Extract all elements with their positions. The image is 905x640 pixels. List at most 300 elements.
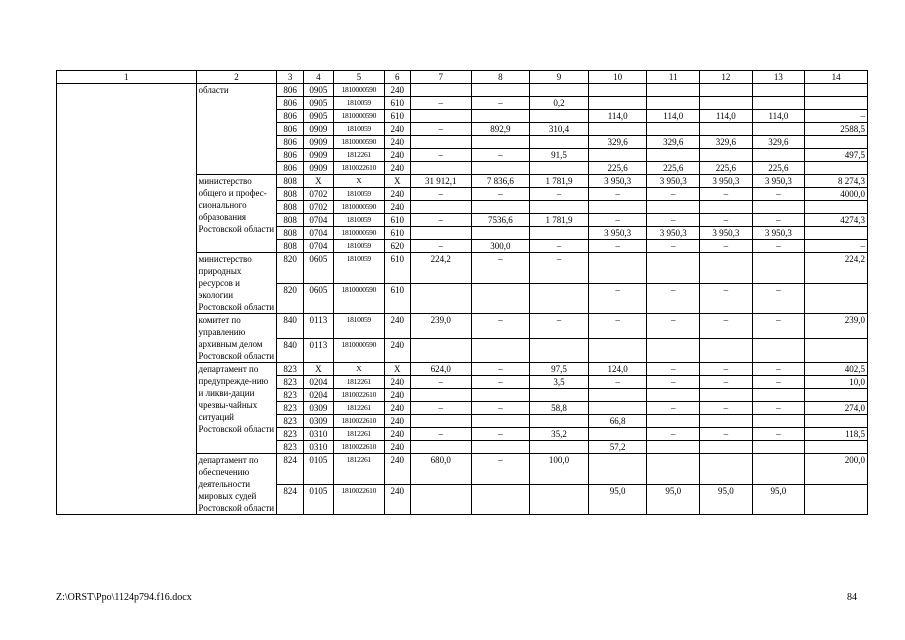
table-cell: –	[647, 363, 700, 376]
table-cell	[752, 441, 805, 454]
table-cell: –	[752, 314, 805, 339]
table-cell	[471, 415, 530, 428]
table-cell: 66,8	[588, 415, 647, 428]
table-cell: –	[752, 428, 805, 441]
header-row	[57, 71, 868, 84]
table-cell: –	[471, 149, 530, 162]
table-cell	[530, 136, 589, 149]
table-cell	[530, 201, 589, 214]
table-cell: 4000,0	[805, 188, 868, 201]
table-cell: 4274,3	[805, 214, 868, 227]
table-cell: 0105	[303, 484, 333, 515]
table-cell: 1810000590	[334, 84, 385, 97]
table-cell: 1812261	[334, 454, 385, 485]
table-cell	[588, 253, 647, 284]
table-cell: 240	[384, 338, 410, 363]
table-cell	[410, 338, 471, 363]
table-cell: –	[647, 283, 700, 314]
table-cell: 224,2	[410, 253, 471, 284]
table-cell	[471, 84, 530, 97]
table-cell	[530, 84, 589, 97]
table-cell: 610	[384, 110, 410, 123]
table-cell: 240	[384, 123, 410, 136]
table-cell: 35,2	[530, 428, 589, 441]
table-cell	[588, 149, 647, 162]
table-cell: –	[410, 149, 471, 162]
table-cell: 0113	[303, 314, 333, 339]
table-cell: 0,2	[530, 97, 589, 110]
table-cell: 0605	[303, 283, 333, 314]
table-cell: –	[530, 188, 589, 201]
table-cell: 95,0	[647, 484, 700, 515]
table-cell: 91,5	[530, 149, 589, 162]
table-cell: –	[805, 240, 868, 253]
table-cell: 0704	[303, 227, 333, 240]
table-cell: 840	[277, 338, 303, 363]
table-cell: 225,6	[700, 162, 753, 175]
table-cell: –	[530, 253, 589, 284]
table-cell: –	[647, 240, 700, 253]
table-cell	[410, 441, 471, 454]
table-cell: 240	[384, 428, 410, 441]
table-cell	[805, 136, 868, 149]
table-cell: 0309	[303, 415, 333, 428]
table-cell: X	[334, 175, 385, 188]
table-cell: 3,5	[530, 376, 589, 389]
table-cell: –	[588, 214, 647, 227]
table-cell: 0905	[303, 84, 333, 97]
table-cell: –	[410, 428, 471, 441]
table-cell: 840	[277, 314, 303, 339]
table-cell: 823	[277, 428, 303, 441]
table-cell	[410, 389, 471, 402]
table-cell	[805, 201, 868, 214]
department-name: министерство общего и профес-сионального образования Ростовской области	[196, 175, 277, 253]
table-cell: 610	[384, 253, 410, 284]
table-cell: 808	[277, 175, 303, 188]
table-cell: –	[647, 214, 700, 227]
table-cell	[752, 84, 805, 97]
table-cell: 1810000590	[334, 110, 385, 123]
table-cell: 1810000590	[334, 338, 385, 363]
file-path: Z:\ORST\Ppo\1124p794.f16.docx	[56, 592, 192, 603]
table-cell: X	[303, 175, 333, 188]
table-cell: 329,6	[588, 136, 647, 149]
table-cell	[805, 283, 868, 314]
table-cell	[530, 389, 589, 402]
table-cell: 239,0	[410, 314, 471, 339]
table-cell: 1812261	[334, 428, 385, 441]
table-cell: 806	[277, 84, 303, 97]
table-cell	[700, 454, 753, 485]
table-cell	[588, 454, 647, 485]
table-cell	[530, 338, 589, 363]
table-cell: –	[647, 188, 700, 201]
table-cell: 3 950,3	[752, 175, 805, 188]
table-cell: 823	[277, 402, 303, 415]
table-cell	[410, 227, 471, 240]
table-cell: –	[410, 376, 471, 389]
table-cell: 1812261	[334, 149, 385, 162]
table-cell: 823	[277, 389, 303, 402]
table-cell	[752, 123, 805, 136]
table-cell	[647, 123, 700, 136]
table-cell: 7536,6	[471, 214, 530, 227]
table-cell: –	[700, 214, 753, 227]
table-cell	[410, 201, 471, 214]
table-cell: 808	[277, 214, 303, 227]
table-cell: –	[410, 240, 471, 253]
table-cell	[471, 441, 530, 454]
table-cell: –	[805, 110, 868, 123]
column-header: 5	[334, 71, 385, 84]
table-cell	[805, 441, 868, 454]
table-cell: 0909	[303, 123, 333, 136]
column-header: 7	[410, 71, 471, 84]
table-cell: 823	[277, 376, 303, 389]
table-cell: 274,0	[805, 402, 868, 415]
table-cell: 0905	[303, 110, 333, 123]
table-cell	[700, 441, 753, 454]
table-cell	[588, 428, 647, 441]
table-cell	[588, 201, 647, 214]
table-cell: 823	[277, 363, 303, 376]
table-cell: 3 950,3	[588, 175, 647, 188]
table-cell: 610	[384, 97, 410, 110]
table-cell: 806	[277, 162, 303, 175]
table-cell: 820	[277, 253, 303, 284]
table-cell: 0309	[303, 402, 333, 415]
table-cell: 620	[384, 240, 410, 253]
table-cell: 310,4	[530, 123, 589, 136]
table-cell: –	[752, 376, 805, 389]
table-cell: 329,6	[700, 136, 753, 149]
table-cell: X	[303, 363, 333, 376]
table-cell	[752, 253, 805, 284]
table-cell: 1810022610	[334, 484, 385, 515]
table-cell	[752, 389, 805, 402]
table-cell	[647, 454, 700, 485]
table-cell: 808	[277, 201, 303, 214]
table-cell	[410, 84, 471, 97]
table-cell	[647, 253, 700, 284]
table-cell: 610	[384, 283, 410, 314]
table-cell: 0905	[303, 97, 333, 110]
table-cell: 0105	[303, 454, 333, 485]
table-cell: 240	[384, 162, 410, 175]
table-cell: 1810022610	[334, 415, 385, 428]
table-cell: –	[530, 314, 589, 339]
table-cell: –	[410, 97, 471, 110]
table-cell: 1810022610	[334, 389, 385, 402]
table-cell	[588, 123, 647, 136]
table-cell	[647, 201, 700, 214]
budget-table	[56, 70, 868, 515]
table-cell: 8 274,3	[805, 175, 868, 188]
table-cell: 225,6	[752, 162, 805, 175]
column-header: 2	[196, 71, 277, 84]
table-cell: –	[530, 240, 589, 253]
column-header: 12	[700, 71, 753, 84]
table-cell	[530, 484, 589, 515]
table-cell: 200,0	[805, 454, 868, 485]
table-cell: 124,0	[588, 363, 647, 376]
table-cell: –	[647, 428, 700, 441]
table-cell	[700, 97, 753, 110]
table-cell	[700, 201, 753, 214]
table-cell: 1810000590	[334, 201, 385, 214]
table-cell	[805, 484, 868, 515]
table-cell: 624,0	[410, 363, 471, 376]
table-cell	[588, 97, 647, 110]
table-cell: 806	[277, 123, 303, 136]
table-cell: 225,6	[647, 162, 700, 175]
table-cell: 3 950,3	[647, 175, 700, 188]
table-cell	[752, 149, 805, 162]
table-cell: –	[752, 402, 805, 415]
table-cell: 806	[277, 136, 303, 149]
table-cell: 823	[277, 441, 303, 454]
table-cell	[700, 84, 753, 97]
table-cell	[647, 441, 700, 454]
table-cell: 10,0	[805, 376, 868, 389]
table-cell	[471, 201, 530, 214]
table-cell: 0909	[303, 149, 333, 162]
table-cell	[700, 149, 753, 162]
table-cell: 240	[384, 136, 410, 149]
table-cell: 1810000590	[334, 136, 385, 149]
table-cell	[530, 227, 589, 240]
table-cell: 329,6	[752, 136, 805, 149]
table-cell: 240	[384, 188, 410, 201]
table-row	[57, 84, 868, 97]
department-name: комитет по управлению архивным делом Ростовской области	[196, 314, 277, 363]
table-cell: X	[384, 363, 410, 376]
table-cell: 114,0	[647, 110, 700, 123]
table-cell: 57,2	[588, 441, 647, 454]
table-cell	[805, 338, 868, 363]
department-name: министерство природных ресурсов и экологии Ростовской области	[196, 253, 277, 314]
table-cell: 240	[384, 389, 410, 402]
table-cell: 240	[384, 201, 410, 214]
table-cell: 240	[384, 415, 410, 428]
table-cell: 1810059	[334, 97, 385, 110]
table-cell: 0704	[303, 214, 333, 227]
table-cell	[471, 283, 530, 314]
table-cell: 1 781,9	[530, 214, 589, 227]
table-cell: 240	[384, 402, 410, 415]
table-cell: –	[752, 283, 805, 314]
table-cell	[700, 123, 753, 136]
table-cell: –	[752, 188, 805, 201]
table-cell: 329,6	[647, 136, 700, 149]
table-cell	[471, 110, 530, 123]
table-cell	[647, 338, 700, 363]
table-cell	[805, 389, 868, 402]
table-cell: 114,0	[700, 110, 753, 123]
table-cell: 3 950,3	[588, 227, 647, 240]
table-cell: 808	[277, 227, 303, 240]
table-cell	[805, 97, 868, 110]
table-cell: 1810059	[334, 214, 385, 227]
table-cell: –	[471, 402, 530, 415]
table-cell: 3 950,3	[700, 227, 753, 240]
table-cell: –	[647, 314, 700, 339]
table-cell	[647, 415, 700, 428]
table-cell: –	[700, 188, 753, 201]
table-cell: –	[752, 214, 805, 227]
table-cell: 680,0	[410, 454, 471, 485]
table-cell	[805, 84, 868, 97]
table-cell: 0204	[303, 389, 333, 402]
table-cell: –	[410, 214, 471, 227]
table-cell	[530, 415, 589, 428]
table-cell	[530, 162, 589, 175]
table-cell: –	[471, 376, 530, 389]
table-cell	[588, 402, 647, 415]
table-cell: –	[700, 240, 753, 253]
table-cell	[647, 149, 700, 162]
table-cell	[471, 227, 530, 240]
table-cell: 1810059	[334, 188, 385, 201]
table-cell: 0310	[303, 428, 333, 441]
table-cell: 1810022610	[334, 162, 385, 175]
table-cell: 1812261	[334, 402, 385, 415]
table-cell: 240	[384, 484, 410, 515]
department-name: области	[196, 84, 277, 175]
table-cell: –	[471, 454, 530, 485]
table-cell: 806	[277, 110, 303, 123]
table-cell: –	[647, 376, 700, 389]
table-cell: 118,5	[805, 428, 868, 441]
table-cell: 1810059	[334, 240, 385, 253]
table-cell: 0704	[303, 240, 333, 253]
table-cell	[700, 389, 753, 402]
column-header: 9	[530, 71, 589, 84]
table-cell: 225,6	[588, 162, 647, 175]
table-cell: 2588,5	[805, 123, 868, 136]
table-cell: 3 950,3	[647, 227, 700, 240]
table-cell: –	[588, 240, 647, 253]
table-cell: 1812261	[334, 376, 385, 389]
table-cell: X	[384, 175, 410, 188]
table-cell: –	[410, 123, 471, 136]
page-number: 84	[847, 592, 857, 603]
column-header: 11	[647, 71, 700, 84]
table-cell: –	[700, 376, 753, 389]
table-cell: –	[700, 314, 753, 339]
table-cell: 240	[384, 441, 410, 454]
table-cell: –	[700, 428, 753, 441]
table-cell: –	[700, 283, 753, 314]
column-header: 10	[588, 71, 647, 84]
table-cell	[647, 389, 700, 402]
table-cell: 610	[384, 227, 410, 240]
table-cell: 806	[277, 97, 303, 110]
table-cell	[530, 110, 589, 123]
table-cell: 0909	[303, 136, 333, 149]
table-cell: 0702	[303, 188, 333, 201]
table-cell: X	[334, 363, 385, 376]
table-cell: 97,5	[530, 363, 589, 376]
table-cell	[700, 415, 753, 428]
table-cell	[752, 338, 805, 363]
table-cell: –	[588, 283, 647, 314]
table-cell: –	[700, 402, 753, 415]
table-cell	[410, 283, 471, 314]
column-header: 4	[303, 71, 333, 84]
table-cell	[700, 253, 753, 284]
column-header: 3	[277, 71, 303, 84]
table-cell	[752, 201, 805, 214]
column-header: 1	[57, 71, 197, 84]
table-cell: –	[471, 188, 530, 201]
table-cell: 239,0	[805, 314, 868, 339]
table-cell: –	[471, 428, 530, 441]
table-cell: 240	[384, 454, 410, 485]
table-cell: 808	[277, 188, 303, 201]
table-cell	[471, 484, 530, 515]
table-cell	[471, 162, 530, 175]
table-cell	[700, 338, 753, 363]
table-cell: 0605	[303, 253, 333, 284]
table-cell: 3 950,3	[700, 175, 753, 188]
table-cell: –	[471, 253, 530, 284]
table-cell: 0113	[303, 338, 333, 363]
table-cell: 892,9	[471, 123, 530, 136]
column-header: 6	[384, 71, 410, 84]
table-cell: 300,0	[471, 240, 530, 253]
table-cell: –	[752, 363, 805, 376]
table-cell	[752, 97, 805, 110]
table-cell	[410, 110, 471, 123]
department-name: департамент по обеспечению деятельности мировых судей Ростовской области	[196, 454, 277, 515]
table-cell: 820	[277, 283, 303, 314]
table-cell	[410, 415, 471, 428]
table-cell: 808	[277, 240, 303, 253]
table-cell: 31 912,1	[410, 175, 471, 188]
table-cell: 1810059	[334, 253, 385, 284]
table-cell: 114,0	[752, 110, 805, 123]
table-cell	[805, 227, 868, 240]
table-cell	[588, 389, 647, 402]
table-cell: 402,5	[805, 363, 868, 376]
table-cell: 497,5	[805, 149, 868, 162]
table-cell: –	[471, 314, 530, 339]
table-cell: 1810059	[334, 123, 385, 136]
column-header: 14	[805, 71, 868, 84]
column-header: 13	[752, 71, 805, 84]
table-cell: 0909	[303, 162, 333, 175]
table-cell: 0310	[303, 441, 333, 454]
table-cell	[471, 338, 530, 363]
table-cell: –	[647, 402, 700, 415]
table-cell: 240	[384, 84, 410, 97]
table-cell: –	[752, 240, 805, 253]
table-cell: 240	[384, 314, 410, 339]
table-cell: 224,2	[805, 253, 868, 284]
table-cell: 824	[277, 454, 303, 485]
table-cell: 3 950,3	[752, 227, 805, 240]
column-1-empty	[57, 84, 197, 515]
table-cell: 0702	[303, 201, 333, 214]
table-cell: –	[471, 97, 530, 110]
table-cell: –	[588, 314, 647, 339]
table-cell: –	[588, 376, 647, 389]
table-cell: 240	[384, 149, 410, 162]
department-name: департамент по предупрежде-нию и ликви-дации чрезвы-чайных ситуаций Ростовской области	[196, 363, 277, 454]
table-cell	[752, 415, 805, 428]
